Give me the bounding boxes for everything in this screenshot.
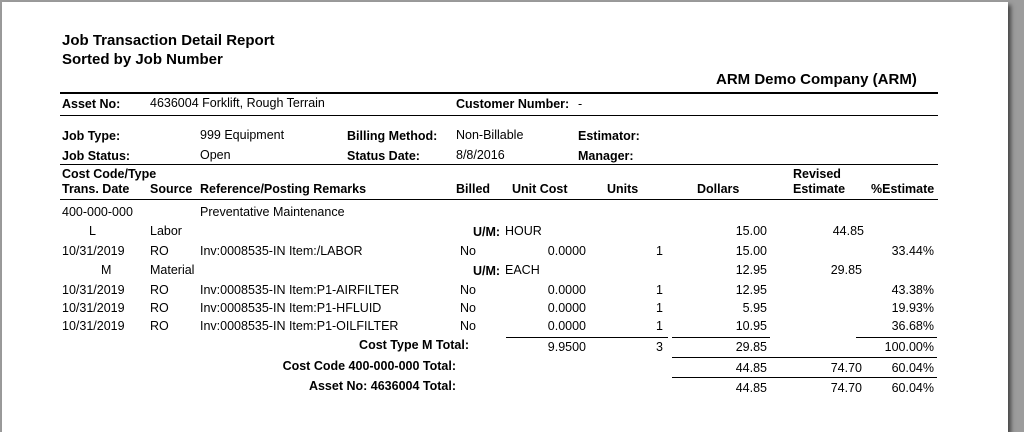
col-billed: Billed [456,182,491,196]
subtotal-rule-pct [856,337,937,338]
col-unit-cost: Unit Cost [512,182,568,196]
trans-pct-estimate: 19.93% [891,301,934,315]
company-name: ARM Demo Company (ARM) [716,71,917,88]
col-estimate: Estimate [793,182,846,196]
col-pct-estimate: %Estimate [871,182,935,196]
billing-method-label: Billing Method: [347,129,438,143]
trans-dollars: 12.95 [735,283,767,297]
um-value: EACH [505,263,540,277]
cost-type-code: M [101,263,112,277]
subtotal-rule-dollars [672,337,770,338]
subtotal-rule-units [506,337,668,338]
cost-type-total-units: 3 [656,340,663,354]
trans-unit-cost: 0.0000 [547,319,586,333]
cost-code-total-estimate: 74.70 [830,361,862,375]
trans-date: 10/31/2019 [62,301,125,315]
trans-reference: Inv:0008535-IN Item:P1-HFLUID [200,301,382,315]
trans-source: RO [150,283,169,297]
cost-type-dollars: 15.00 [735,224,767,238]
trans-billed: No [460,319,476,333]
cost-type-name: Material [150,263,195,277]
cost-code: 400-000-000 [62,205,133,219]
trans-units: 1 [656,283,663,297]
cost-code-description: Preventative Maintenance [200,205,345,219]
trans-source: RO [150,319,169,333]
trans-units: 1 [656,319,663,333]
cost-type-total-unit-cost: 9.9500 [547,340,586,354]
job-rule [60,164,938,165]
trans-date: 10/31/2019 [62,283,125,297]
col-revised: Revised [793,167,841,181]
status-date-value: 8/8/2016 [456,148,505,162]
cost-code-total-label: Cost Code 400-000-000 Total: [282,359,456,373]
trans-billed: No [460,301,476,315]
asset-total-dollars: 44.85 [735,381,767,395]
billing-method-value: Non-Billable [456,128,524,142]
trans-pct-estimate: 36.68% [891,319,934,333]
asset-total-estimate: 74.70 [830,381,862,395]
job-status-value: Open [200,148,231,162]
trans-billed: No [460,283,476,297]
trans-unit-cost: 0.0000 [547,301,586,315]
col-source: Source [150,182,193,196]
trans-date: 10/31/2019 [62,319,125,333]
trans-units: 1 [656,301,663,315]
asset-total-rule [672,377,937,378]
trans-unit-cost: 0.0000 [547,283,586,297]
estimator-label: Estimator: [578,129,640,143]
asset-rule [60,115,938,116]
manager-label: Manager: [578,149,634,163]
cost-type-revised-estimate: 29.85 [830,263,862,277]
col-trans-date: Trans. Date [62,182,130,196]
trans-source: RO [150,301,169,315]
asset-total-pct: 60.04% [891,381,934,395]
header-rule [60,92,938,94]
trans-reference: Inv:0008535-IN Item:/LABOR [200,244,363,258]
trans-units: 1 [656,244,663,258]
trans-source: RO [150,244,169,258]
cost-code-total-dollars: 44.85 [735,361,767,375]
trans-reference: Inv:0008535-IN Item:P1-OILFILTER [200,319,399,333]
trans-date: 10/31/2019 [62,244,125,258]
asset-value: 4636004 Forklift, Rough Terrain [150,96,325,110]
report-subtitle: Sorted by Job Number [62,51,223,68]
column-header-rule [60,199,938,200]
cost-type-code: L [89,224,96,238]
trans-pct-estimate: 33.44% [891,244,934,258]
um-value: HOUR [505,224,542,238]
col-reference: Reference/Posting Remarks [200,182,367,196]
asset-total-label: Asset No: 4636004 Total: [308,379,456,393]
col-dollars: Dollars [697,182,740,196]
cost-code-total-rule [672,357,937,358]
customer-number-value: - [578,97,583,111]
trans-reference: Inv:0008535-IN Item:P1-AIRFILTER [200,283,400,297]
col-cost-code-type: Cost Code/Type [62,167,157,181]
trans-pct-estimate: 43.38% [891,283,934,297]
job-type-value: 999 Equipment [200,128,285,142]
asset-label: Asset No: [62,97,121,111]
um-label: U/M: [473,264,501,278]
customer-number-label: Customer Number: [456,97,570,111]
cost-code-total-pct: 60.04% [891,361,934,375]
cost-type-name: Labor [150,224,182,238]
cost-type-total-label: Cost Type M Total: [359,338,469,352]
report-title: Job Transaction Detail Report [62,32,275,49]
trans-billed: No [460,244,476,258]
cost-type-total-pct: 100.00% [884,340,934,354]
um-label: U/M: [473,225,501,239]
status-date-label: Status Date: [347,149,420,163]
cost-type-revised-estimate: 44.85 [832,224,864,238]
trans-dollars: 5.95 [742,301,767,315]
trans-dollars: 15.00 [735,244,767,258]
job-type-label: Job Type: [62,129,121,143]
cost-type-dollars: 12.95 [735,263,767,277]
trans-unit-cost: 0.0000 [547,244,586,258]
job-status-label: Job Status: [62,149,131,163]
cost-type-total-dollars: 29.85 [735,340,767,354]
col-units: Units [607,182,639,196]
trans-dollars: 10.95 [735,319,767,333]
